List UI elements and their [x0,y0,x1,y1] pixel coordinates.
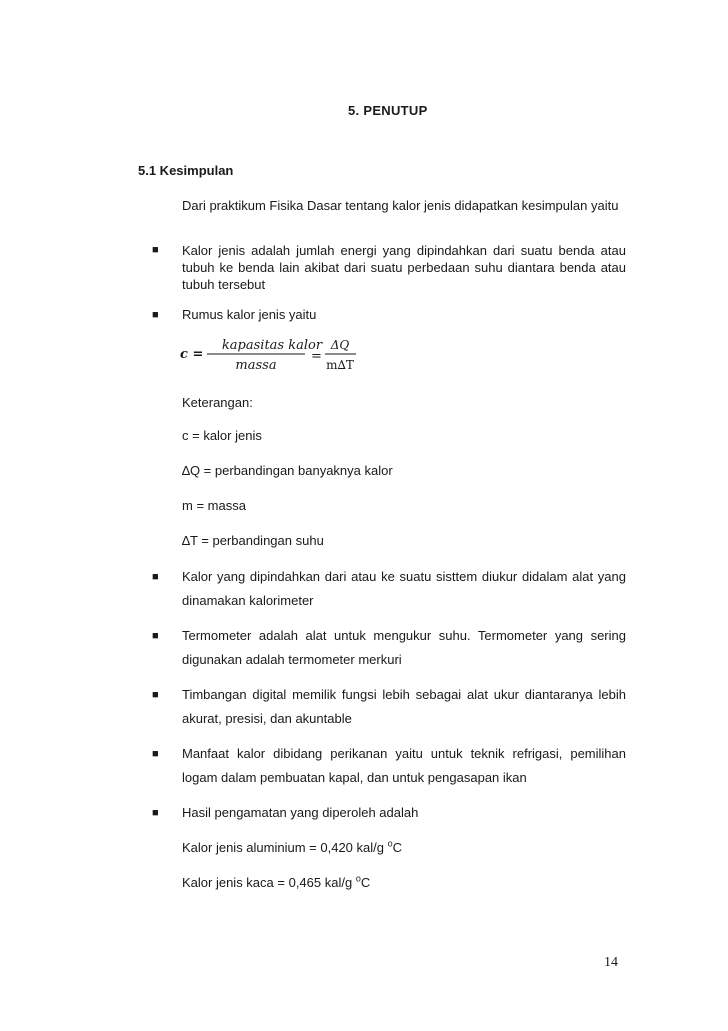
bullet-text-4: Termometer adalah alat untuk mengukur suhu. Termometer yang sering digunakan adalah termometer merkuri [182,628,626,667]
bullet-text-1: Kalor jenis adalah jumlah energi yang dipindahkan dari suatu benda atau tubuh ke benda lain akibat dari suatu perbedaan suhu diantara benda atau tubuh tersebut [182,243,626,292]
result-kaca-text: Kalor jenis kaca = 0,465 kal/g [182,875,356,890]
bullet-marker: ■ [152,244,159,256]
formula-denominator-2: m∆T [326,358,354,372]
keterangan-item: ∆T = perbandingan suhu [182,533,324,548]
keterangan-item: ∆Q = perbandingan banyaknya kalor [182,463,393,478]
result-unit: C [360,875,371,890]
formula-denominator: massa [235,358,277,373]
section-title: 5.1 Kesimpulan [138,163,234,178]
page-number: 14 [604,955,618,970]
keterangan-item: c = kalor jenis [182,428,262,443]
keterangan-item: m = massa [182,498,246,513]
formula-numerator: kapasitas kalor [221,338,323,353]
keterangan-heading: Keterangan: [182,395,253,410]
bullet-text-2: Rumus kalor jenis yaitu [182,307,317,322]
bullet-marker: ■ [152,571,159,583]
bullet-marker: ■ [152,630,159,642]
degree-sup: o [387,838,393,849]
chapter-title: 5. PENUTUP [348,103,428,118]
bullet-text-3: Kalor yang dipindahkan dari atau ke suatu sisttem diukur didalam alat yang dinamakan kalorimeter [182,569,626,608]
formula-lhs: c = [180,347,204,362]
formula-numerator-2: ΔQ [330,338,350,352]
degree-sup: o [355,873,361,884]
formula-kalor-jenis [180,336,380,376]
result-aluminium-text: Kalor jenis aluminium = 0,420 kal/g [182,840,388,855]
bullet-marker: ■ [152,748,159,760]
bullet-text-7: Hasil pengamatan yang diperoleh adalah [182,805,419,820]
formula-equals: = [311,349,322,364]
bullet-marker: ■ [152,309,159,321]
intro-paragraph: Dari praktikum Fisika Dasar tentang kalor jenis didapatkan kesimpulan yaitu [182,198,619,213]
bullet-marker: ■ [152,807,159,819]
bullet-marker: ■ [152,689,159,701]
bullet-text-6: Manfaat kalor dibidang perikanan yaitu untuk teknik refrigasi, pemilihan logam dalam pembuatan kapal, dan untuk pengasapan ikan [182,746,626,785]
result-unit: C [392,840,402,855]
result-aluminium [182,840,402,856]
bullet-text-5: Timbangan digital memilik fungsi lebih sebagai alat ukur diantaranya lebih akurat, presisi, dan akuntable [182,687,626,726]
result-kaca [182,875,370,891]
